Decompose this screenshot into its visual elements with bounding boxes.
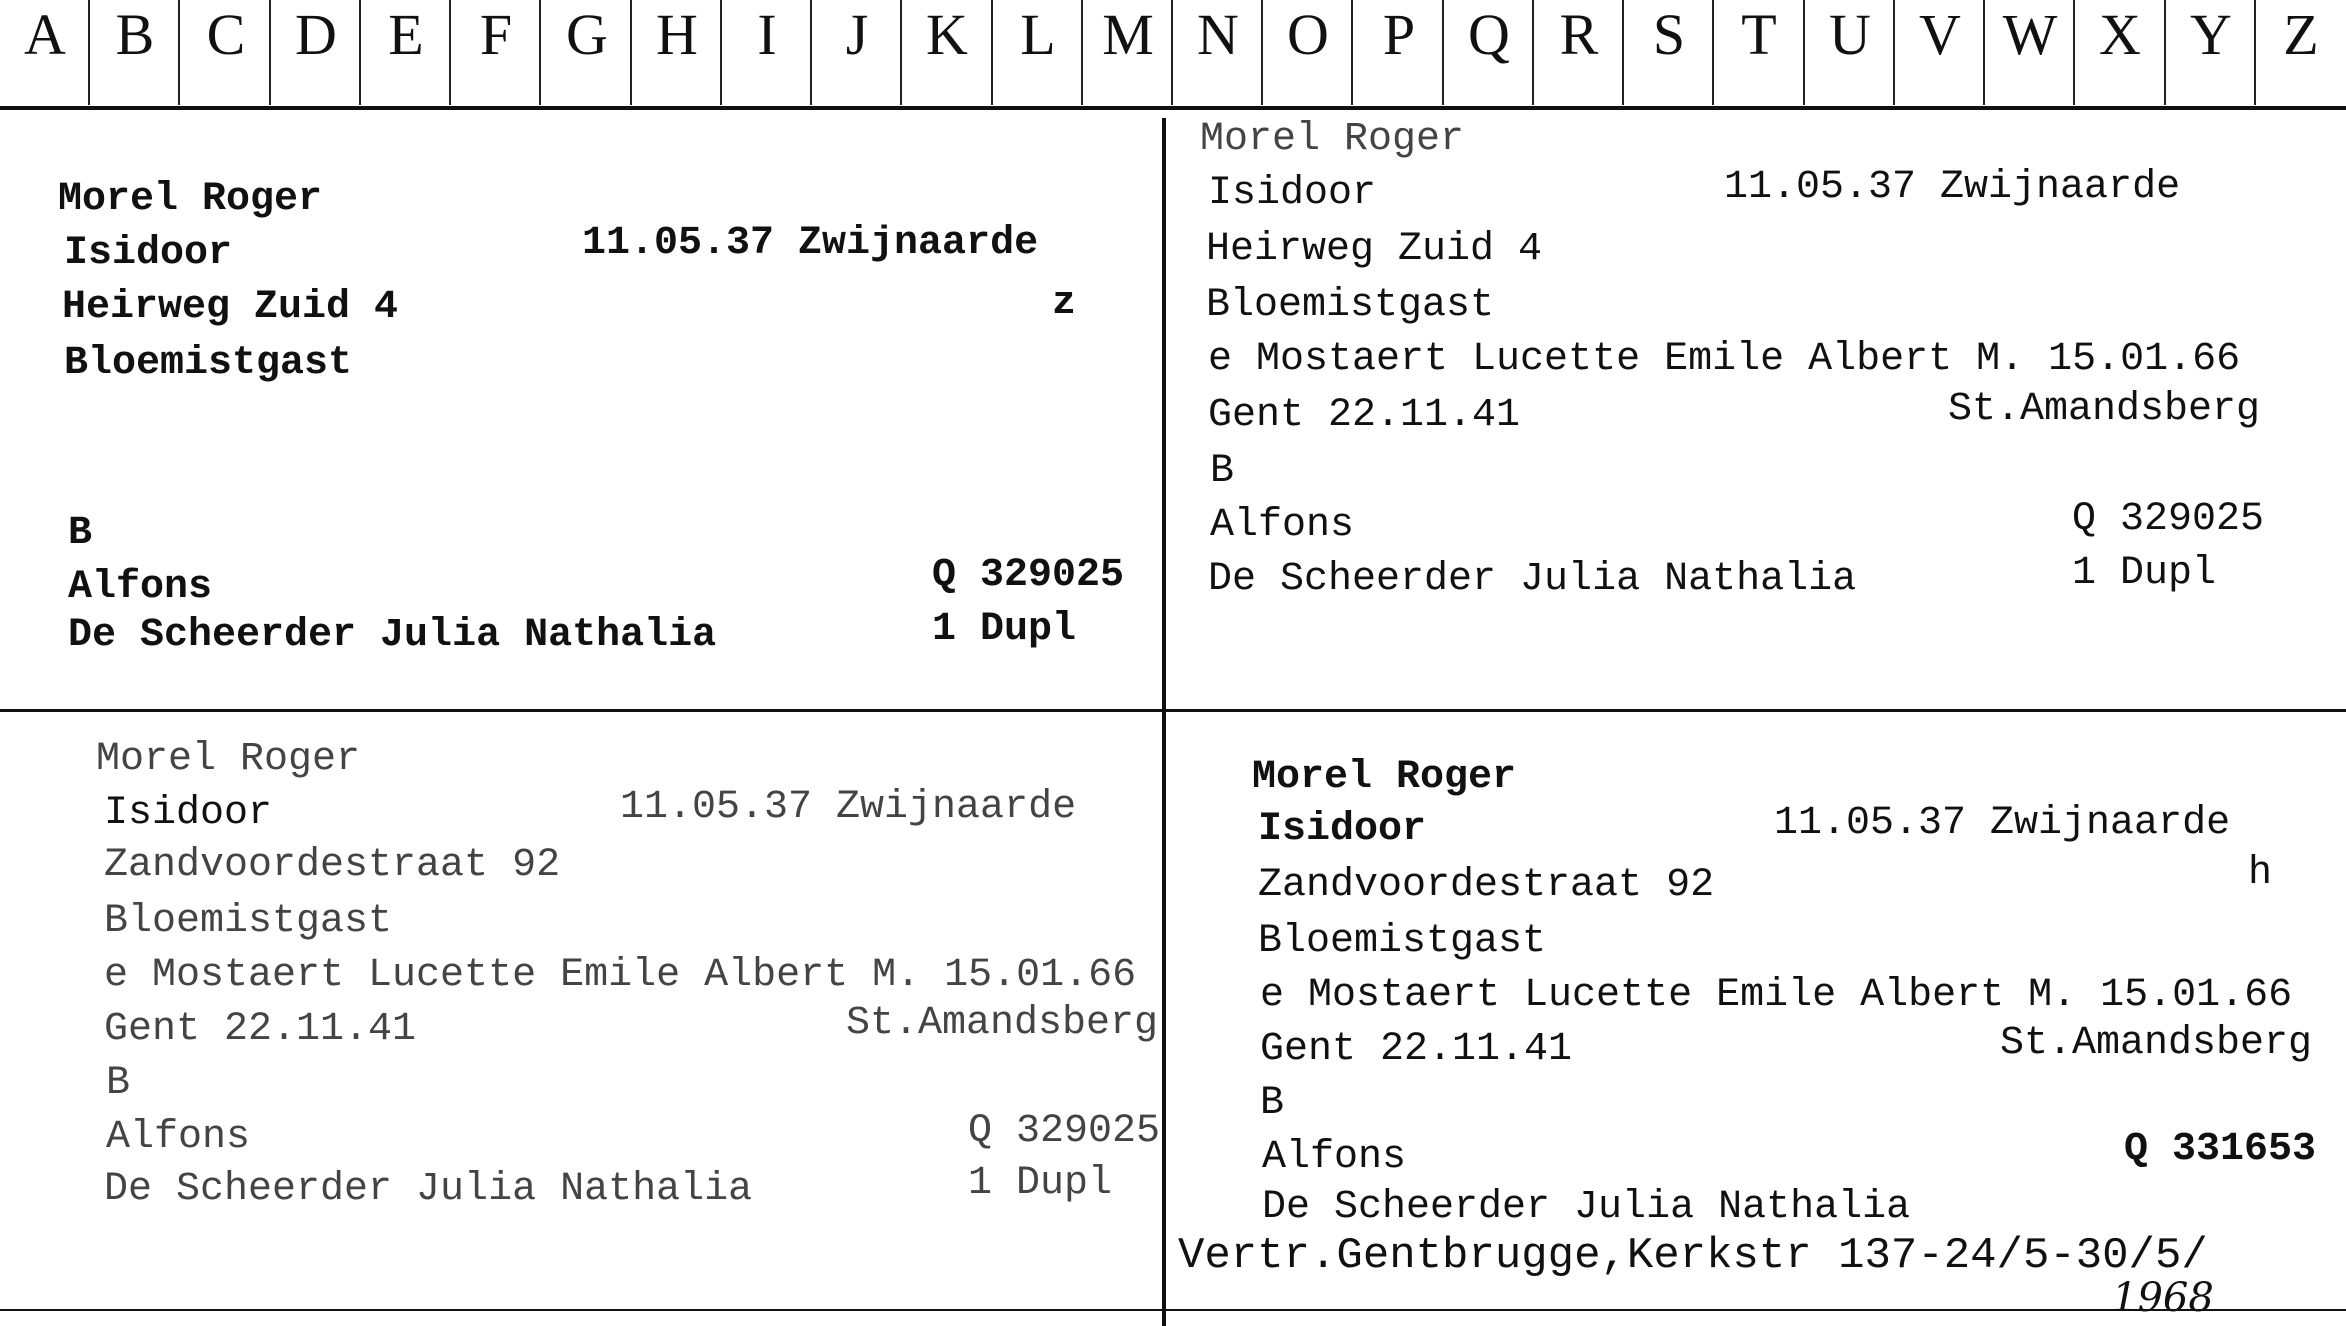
father-name: Alfons [106, 1115, 251, 1160]
index-letter-e: E [388, 2, 424, 67]
index-tick [991, 0, 993, 105]
record-number: Q 329025 [968, 1109, 1161, 1154]
spouse-birth: Gent 22.11.41 [104, 1007, 417, 1052]
index-letter-b: B [115, 2, 155, 67]
index-letter-l: L [1020, 2, 1056, 67]
father-name: Alfons [68, 565, 213, 610]
mother-name: De Scheerder Julia Nathalia [68, 613, 717, 658]
duplicate-note: 1 Dupl [968, 1161, 1113, 1206]
address: Zandvoordestraat 92 [1258, 863, 1715, 908]
index-letter-s: S [1652, 2, 1686, 67]
marker: z [1052, 281, 1077, 326]
duplicate-note: 1 Dupl [932, 607, 1077, 652]
index-tick [1712, 0, 1714, 105]
index-letter-f: F [479, 2, 513, 67]
father-name: Alfons [1262, 1135, 1407, 1180]
index-tick [630, 0, 632, 105]
category-letter: B [68, 511, 93, 556]
category-letter: B [106, 1061, 131, 1106]
index-tick [1261, 0, 1263, 105]
alphabet-index [0, 0, 2346, 108]
category-letter: B [1210, 449, 1235, 494]
record-card-3 [0, 712, 1160, 1308]
index-letter-y: Y [2190, 2, 2232, 67]
index-tick [1442, 0, 1444, 105]
record-card-1 [0, 112, 1160, 708]
spouse: e Mostaert Lucette Emile Albert M. 15.01.66 [1208, 337, 2241, 382]
occupation: Bloemistgast [104, 899, 393, 944]
index-letter-h: H [656, 2, 698, 67]
index-letter-q: Q [1468, 2, 1510, 67]
index-letter-k: K [926, 2, 968, 67]
index-letter-r: R [1559, 2, 1599, 67]
occupation: Bloemistgast [1206, 283, 1495, 328]
address: Zandvoordestraat 92 [104, 843, 561, 888]
spouse-residence: St.Amandsberg [846, 1001, 1159, 1046]
record-card-4 [1166, 712, 2346, 1321]
handwritten-year: 1968 [2112, 1275, 2214, 1321]
address: Heirweg Zuid 4 [62, 285, 399, 330]
record-number: Q 331653 [2124, 1127, 2317, 1172]
spouse-residence: St.Amandsberg [2000, 1021, 2313, 1066]
category-letter: B [1260, 1081, 1285, 1126]
surname: Morel Roger [58, 177, 323, 222]
index-tick [810, 0, 812, 105]
spouse-birth: Gent 22.11.41 [1208, 393, 1521, 438]
birth-date-place: 11.05.37 Zwijnaarde [1774, 801, 2231, 846]
index-tick [269, 0, 271, 105]
index-tick [1171, 0, 1173, 105]
father-name: Alfons [1210, 503, 1355, 548]
occupation: Bloemistgast [1258, 919, 1547, 964]
given-name: Isidoor [1208, 171, 1377, 216]
index-baseline [0, 106, 2346, 110]
surname: Morel Roger [1200, 117, 1465, 162]
index-letter-j: J [845, 2, 869, 67]
index-tick [178, 0, 180, 105]
mother-name: De Scheerder Julia Nathalia [1208, 557, 1857, 602]
index-letter-i: I [757, 2, 777, 67]
index-tick [900, 0, 902, 105]
index-letter-t: T [1741, 2, 1777, 67]
index-tick [1532, 0, 1534, 105]
surname: Morel Roger [96, 737, 361, 782]
surname: Morel Roger [1252, 755, 1517, 800]
index-letter-u: U [1829, 2, 1871, 67]
index-tick [1622, 0, 1624, 105]
given-name: Isidoor [104, 791, 273, 836]
index-tick [539, 0, 541, 105]
index-tick [2073, 0, 2075, 105]
occupation: Bloemistgast [64, 341, 353, 386]
index-letter-w: W [2002, 2, 2058, 67]
index-tick [359, 0, 361, 105]
index-letter-m: M [1102, 2, 1154, 67]
index-letter-z: Z [2283, 2, 2319, 67]
duplicate-note: 1 Dupl [2072, 551, 2217, 596]
address: Heirweg Zuid 4 [1206, 227, 1543, 272]
index-tick [2254, 0, 2256, 105]
index-tick [1803, 0, 1805, 105]
given-name: Isidoor [64, 231, 233, 276]
index-letter-x: X [2099, 2, 2141, 67]
mother-name: De Scheerder Julia Nathalia [104, 1167, 753, 1212]
index-letter-p: P [1382, 2, 1416, 67]
index-letter-d: D [295, 2, 337, 67]
index-letter-n: N [1197, 2, 1239, 67]
index-tick [1351, 0, 1353, 105]
index-letter-c: C [206, 2, 246, 67]
marker: h [2248, 851, 2273, 896]
index-letter-v: V [1919, 2, 1961, 67]
index-letter-g: G [566, 2, 608, 67]
spouse-residence: St.Amandsberg [1948, 387, 2261, 432]
index-tick [1081, 0, 1083, 105]
birth-date-place: 11.05.37 Zwijnaarde [582, 221, 1039, 266]
departure-note: Vertr.Gentbrugge,Kerkstr 137-24/5-30/5/ [1178, 1231, 2208, 1281]
mother-name: De Scheerder Julia Nathalia [1262, 1185, 1911, 1230]
spouse: e Mostaert Lucette Emile Albert M. 15.01.66 [1260, 973, 2293, 1018]
index-tick [88, 0, 90, 105]
spouse-birth: Gent 22.11.41 [1260, 1027, 1573, 1072]
record-number: Q 329025 [932, 553, 1125, 598]
index-tick [449, 0, 451, 105]
index-letter-a: A [24, 2, 66, 67]
index-tick [1983, 0, 1985, 105]
index-letter-o: O [1287, 2, 1329, 67]
index-tick [1893, 0, 1895, 105]
index-tick [2164, 0, 2166, 105]
index-tick [720, 0, 722, 105]
birth-date-place: 11.05.37 Zwijnaarde [620, 785, 1077, 830]
record-number: Q 329025 [2072, 497, 2265, 542]
bottom-line-left [0, 1309, 1162, 1311]
given-name: Isidoor [1258, 807, 1427, 852]
birth-date-place: 11.05.37 Zwijnaarde [1724, 165, 2181, 210]
spouse: e Mostaert Lucette Emile Albert M. 15.01.66 [104, 953, 1137, 998]
record-card-2 [1166, 112, 2346, 708]
